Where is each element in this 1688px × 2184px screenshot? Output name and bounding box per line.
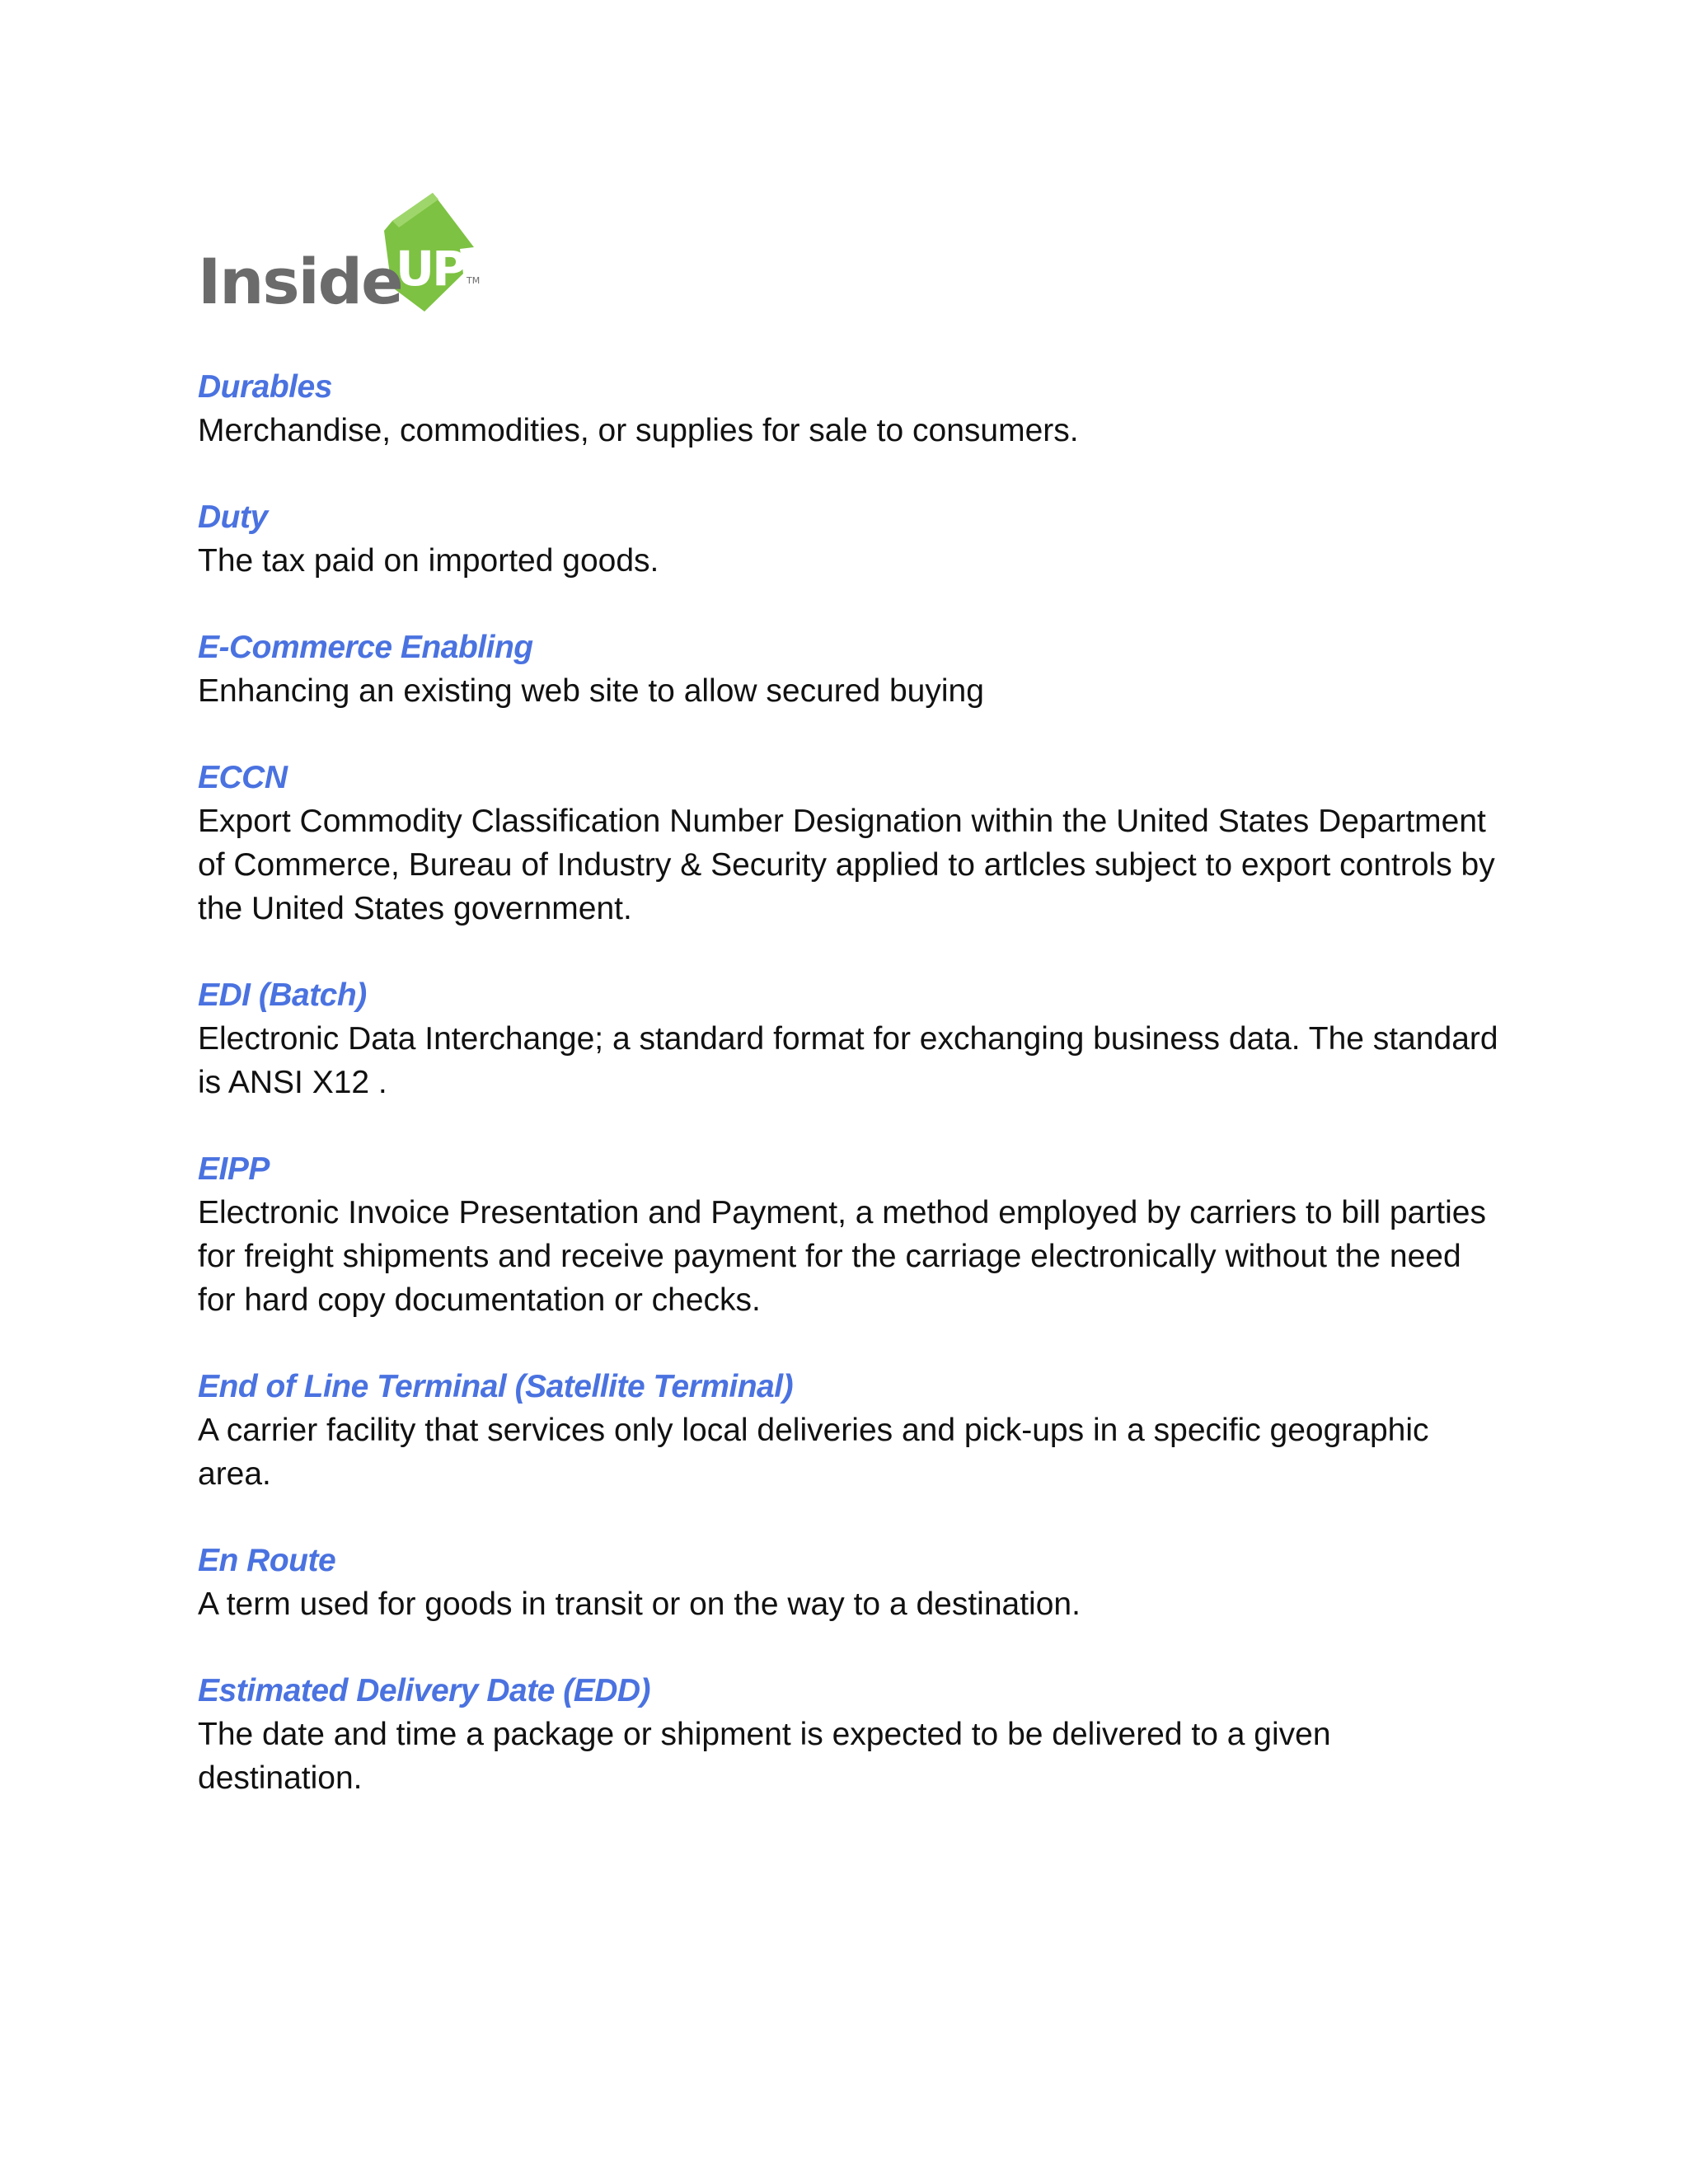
glossary-entry-eipp xyxy=(198,1147,1500,1322)
glossary-entry-eccn xyxy=(198,756,1500,930)
glossary-entry-edi-batch xyxy=(198,973,1500,1104)
logo-trademark: TM xyxy=(467,275,481,286)
term-definition: The tax paid on imported goods. xyxy=(198,543,659,579)
insideup-logo xyxy=(198,188,511,320)
glossary-entry-e-commerce-enabling xyxy=(198,626,1500,713)
term-title: Duty xyxy=(198,499,268,535)
term-definition: A term used for goods in transit or on the way to a destination. xyxy=(198,1586,1081,1622)
term-definition: Merchandise, commodities, or supplies for sale to consumers. xyxy=(198,413,1079,448)
logo-wordmark: Inside xyxy=(198,245,402,318)
term-title: End of Line Terminal (Satellite Terminal) xyxy=(198,1369,794,1404)
term-definition: Enhancing an existing web site to allow secured buying xyxy=(198,673,984,709)
term-definition: A carrier facility that services only local deliveries and pick-ups in a specific geographic area. xyxy=(198,1413,1429,1492)
glossary-list xyxy=(198,365,1500,1843)
term-definition: Electronic Data Interchange; a standard format for exchanging business data. The standard is ANSI X12 . xyxy=(198,1021,1498,1100)
glossary-entry-en-route xyxy=(198,1539,1500,1626)
insideup-logo-graphic xyxy=(198,188,511,320)
term-definition: The date and time a package or shipment is expected to be delivered to a given destination. xyxy=(198,1717,1331,1796)
term-title: Durables xyxy=(198,369,332,405)
glossary-entry-durables xyxy=(198,365,1500,452)
glossary-entry-estimated-delivery-date xyxy=(198,1669,1500,1800)
glossary-entry-duty xyxy=(198,495,1500,583)
glossary-entry-end-of-line-terminal xyxy=(198,1365,1500,1496)
term-title: ECCN xyxy=(198,760,288,795)
term-title: E-Commerce Enabling xyxy=(198,630,533,665)
logo-mark-text: UP xyxy=(396,241,465,297)
term-definition: Export Commodity Classification Number Designation within the United States Department of Commerce, Bureau of Industry & Security applied to artlcles subject to export controls by the United States government. xyxy=(198,804,1495,926)
term-title: En Route xyxy=(198,1543,336,1578)
term-title: Estimated Delivery Date (EDD) xyxy=(198,1673,651,1708)
term-title: EDI (Batch) xyxy=(198,977,367,1013)
term-title: EIPP xyxy=(198,1151,270,1187)
term-definition: Electronic Invoice Presentation and Payment, a method employed by carriers to bill parties for freight shipments and receive payment for the carriage electronically without the need for hard copy documentation or checks. xyxy=(198,1195,1486,1318)
